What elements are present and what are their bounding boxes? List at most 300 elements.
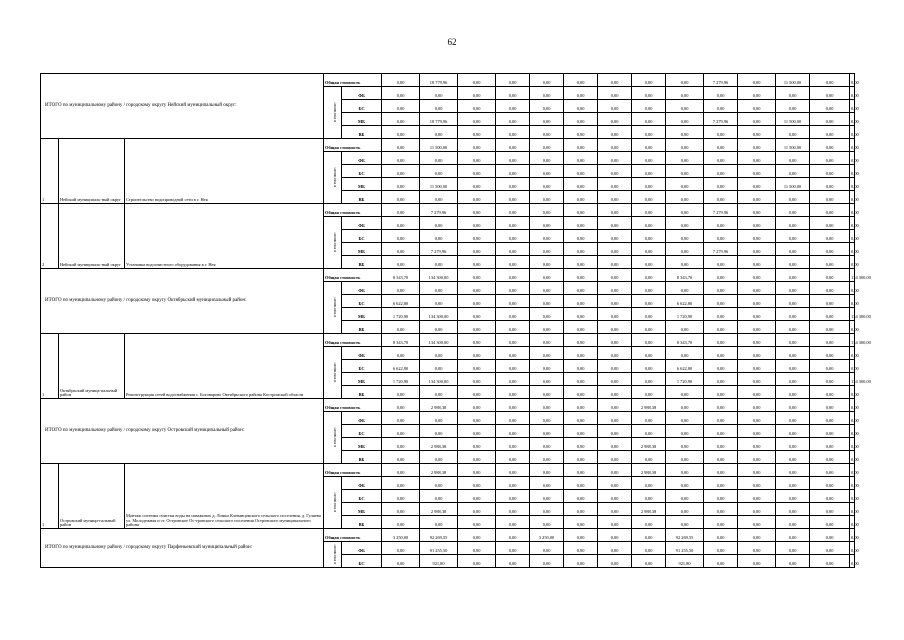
value-cell: 0,00 (598, 152, 632, 165)
incl-text: в том числе: (332, 362, 337, 383)
value-cell: 0,00 (530, 477, 564, 490)
item-number: 1 (41, 334, 59, 399)
value-cell: 134 300,00 (420, 373, 458, 386)
value-cell: 0,00 (598, 399, 632, 412)
value-cell: 0,00 (632, 347, 666, 360)
value-cell: 0,00 (704, 386, 738, 399)
value-cell: 0,00 (704, 542, 738, 555)
total-cost-label: Общая стоимость (324, 399, 382, 412)
value-cell: 0,00 (850, 529, 855, 542)
value-cell: 0,00 (496, 438, 530, 451)
value-cell: 0,00 (564, 399, 598, 412)
fund-label: БС (342, 230, 382, 243)
value-cell: 0,00 (530, 412, 564, 425)
value-cell: 0,00 (382, 152, 420, 165)
value-cell: 0,00 (850, 295, 855, 308)
value-cell: 0,00 (632, 295, 666, 308)
value-cell: 2 988,38 (632, 399, 666, 412)
value-cell: 0,00 (704, 269, 738, 282)
value-cell: 0,00 (496, 178, 530, 191)
value-cell: 0,00 (850, 282, 855, 295)
value-cell: 0,00 (632, 230, 666, 243)
value-cell: 0,00 (632, 477, 666, 490)
fund-label: БС (342, 165, 382, 178)
value-cell: 0,00 (776, 321, 810, 334)
value-cell: 0,00 (810, 230, 850, 243)
value-cell: 0,00 (850, 399, 855, 412)
value-cell: 0,00 (632, 113, 666, 126)
value-cell: 0,00 (738, 74, 776, 87)
value-cell: 0,00 (776, 373, 810, 386)
value-cell: 0,00 (738, 113, 776, 126)
incl-text: в том числе: (332, 167, 337, 188)
value-cell: 0,00 (738, 529, 776, 542)
value-cell: 0,00 (776, 152, 810, 165)
value-cell: 0,00 (850, 152, 855, 165)
value-cell: 2 988,38 (632, 503, 666, 516)
district-name: Островский муници-пальный район (59, 464, 125, 529)
value-cell: 0,00 (530, 490, 564, 503)
value-cell: 0,00 (666, 451, 704, 464)
itogo-label: ИТОГО по муниципальному району / городскому округу Нейский муниципальный округ: (41, 74, 324, 139)
value-cell: 0,00 (810, 529, 850, 542)
value-cell: 0,00 (738, 269, 776, 282)
value-cell: 0,00 (810, 139, 850, 152)
value-cell: 0,00 (776, 126, 810, 139)
fund-label: ФБ (342, 477, 382, 490)
district-name: Нейский муниципаль-ный округ (59, 204, 125, 269)
incl-text: в том числе: (332, 492, 337, 513)
value-cell: 0,00 (776, 165, 810, 178)
value-cell: 0,00 (738, 126, 776, 139)
value-cell: 0,00 (776, 412, 810, 425)
value-cell: 0,00 (530, 464, 564, 477)
value-cell: 0,00 (564, 425, 598, 438)
value-cell: 0,00 (564, 243, 598, 256)
value-cell: 0,00 (810, 542, 850, 555)
value-cell: 0,00 (704, 191, 738, 204)
value-cell: 0,00 (738, 438, 776, 451)
value-cell: 0,00 (738, 217, 776, 230)
value-cell: 0,00 (810, 126, 850, 139)
value-cell: 1 720,90 (666, 308, 704, 321)
value-cell: 3 250,00 (530, 529, 564, 542)
value-cell: 0,00 (850, 542, 855, 555)
value-cell: 0,00 (420, 347, 458, 360)
value-cell: 0,00 (382, 464, 420, 477)
value-cell: 11 500,00 (776, 178, 810, 191)
value-cell: 0,00 (530, 347, 564, 360)
value-cell: 0,00 (598, 282, 632, 295)
value-cell: 0,00 (810, 347, 850, 360)
value-cell: 0,00 (810, 490, 850, 503)
itogo-label: ИТОГО по муниципальному району / городскому округу Октябрьский муниципальный район: (41, 269, 324, 334)
value-cell: 0,00 (564, 308, 598, 321)
value-cell: 0,00 (850, 503, 855, 516)
value-cell: 0,00 (382, 113, 420, 126)
value-cell: 0,00 (810, 217, 850, 230)
value-cell: 0,00 (704, 295, 738, 308)
value-cell: 0,00 (382, 425, 420, 438)
value-cell: 0,00 (598, 126, 632, 139)
value-cell: 0,00 (530, 555, 564, 568)
value-cell: 0,00 (496, 139, 530, 152)
value-cell: 0,00 (496, 152, 530, 165)
fund-label: ФБ (342, 282, 382, 295)
value-cell: 0,00 (738, 230, 776, 243)
value-cell: 0,00 (666, 399, 704, 412)
value-cell: 0,00 (776, 386, 810, 399)
value-cell: 0,00 (632, 282, 666, 295)
value-cell: 0,00 (420, 360, 458, 373)
value-cell: 0,00 (704, 178, 738, 191)
value-cell: 0,00 (850, 204, 855, 217)
value-cell: 0,00 (598, 139, 632, 152)
value-cell: 0,00 (810, 295, 850, 308)
value-cell: 0,00 (598, 321, 632, 334)
value-cell: 0,00 (666, 516, 704, 529)
value-cell: 0,00 (704, 165, 738, 178)
value-cell: 0,00 (420, 451, 458, 464)
value-cell: 0,00 (496, 74, 530, 87)
value-cell: 0,00 (738, 334, 776, 347)
value-cell: 0,00 (530, 399, 564, 412)
value-cell: 2 988,38 (632, 464, 666, 477)
value-cell: 0,00 (496, 87, 530, 100)
value-cell: 0,00 (632, 373, 666, 386)
value-cell: 0,00 (850, 139, 855, 152)
value-cell: 0,00 (704, 256, 738, 269)
value-cell: 0,00 (598, 334, 632, 347)
value-cell: 0,00 (632, 360, 666, 373)
value-cell: 0,00 (496, 126, 530, 139)
value-cell: 0,00 (632, 100, 666, 113)
value-cell: 0,00 (738, 503, 776, 516)
value-cell: 0,00 (458, 308, 496, 321)
value-cell: 0,00 (850, 360, 855, 373)
value-cell: 6 622,80 (666, 360, 704, 373)
value-cell: 0,00 (704, 230, 738, 243)
value-cell: 0,00 (632, 490, 666, 503)
value-cell: 0,00 (564, 230, 598, 243)
value-cell: 0,00 (704, 321, 738, 334)
district-name: Октябрьский муница-пальный район (59, 334, 125, 399)
value-cell: 0,00 (810, 256, 850, 269)
value-cell: 0,00 (564, 321, 598, 334)
value-cell: 0,00 (496, 529, 530, 542)
value-cell: 0,00 (420, 230, 458, 243)
value-cell: 2 988,38 (420, 464, 458, 477)
value-cell: 0,00 (564, 204, 598, 217)
value-cell: 0,00 (530, 516, 564, 529)
value-cell: 0,00 (496, 256, 530, 269)
value-cell: 0,00 (738, 87, 776, 100)
value-cell: 0,00 (850, 464, 855, 477)
value-cell: 0,00 (666, 165, 704, 178)
value-cell: 0,00 (850, 126, 855, 139)
fund-label: ВБ (342, 126, 382, 139)
value-cell: 0,00 (810, 516, 850, 529)
fund-label: ФБ (342, 152, 382, 165)
value-cell: 0,00 (632, 308, 666, 321)
value-cell: 8 343,70 (382, 269, 420, 282)
value-cell: 0,00 (382, 100, 420, 113)
total-row (41, 399, 855, 412)
value-cell: 0,00 (704, 555, 738, 568)
value-cell: 0,00 (496, 217, 530, 230)
value-cell: 0,00 (704, 503, 738, 516)
value-cell: 0,00 (564, 165, 598, 178)
value-cell: 134 300,00 (420, 308, 458, 321)
value-cell: 0,00 (420, 386, 458, 399)
value-cell: 0,00 (564, 217, 598, 230)
value-cell: 0,00 (496, 191, 530, 204)
value-cell: 0,00 (704, 516, 738, 529)
value-cell: 0,00 (738, 139, 776, 152)
value-cell: 0,00 (530, 126, 564, 139)
value-cell: 0,00 (598, 230, 632, 243)
value-cell: 0,00 (666, 347, 704, 360)
value-cell: 0,00 (564, 490, 598, 503)
value-cell: 0,00 (666, 438, 704, 451)
incl-label (324, 282, 342, 334)
value-cell: 0,00 (810, 178, 850, 191)
value-cell: 0,00 (776, 425, 810, 438)
value-cell: 0,00 (564, 152, 598, 165)
value-cell: 0,00 (530, 269, 564, 282)
value-cell: 0,00 (776, 243, 810, 256)
incl-label (324, 477, 342, 529)
value-cell: 0,00 (564, 555, 598, 568)
value-cell: 0,00 (458, 425, 496, 438)
value-cell: 0,00 (738, 516, 776, 529)
value-cell: 0,00 (666, 321, 704, 334)
value-cell: 0,00 (704, 451, 738, 464)
value-cell: 0,00 (632, 165, 666, 178)
value-cell: 0,00 (458, 412, 496, 425)
value-cell: 0,00 (564, 412, 598, 425)
value-cell: 0,00 (598, 451, 632, 464)
value-cell: 0,00 (598, 386, 632, 399)
value-cell: 0,00 (420, 282, 458, 295)
value-cell: 0,00 (738, 360, 776, 373)
value-cell: 0,00 (530, 282, 564, 295)
value-cell: 0,00 (598, 529, 632, 542)
value-cell: 18 779,96 (420, 113, 458, 126)
value-cell: 0,00 (458, 243, 496, 256)
value-cell: 0,00 (666, 386, 704, 399)
value-cell: 0,00 (666, 217, 704, 230)
value-cell: 0,00 (776, 87, 810, 100)
value-cell: 0,00 (458, 347, 496, 360)
value-cell: 0,00 (598, 477, 632, 490)
value-cell: 0,00 (598, 74, 632, 87)
value-cell: 0,00 (530, 217, 564, 230)
total-row (41, 269, 855, 282)
value-cell: 0,00 (458, 477, 496, 490)
value-cell: 0,00 (564, 503, 598, 516)
value-cell: 6 622,80 (382, 360, 420, 373)
value-cell: 0,00 (598, 113, 632, 126)
value-cell: 0,00 (666, 412, 704, 425)
value-cell: 0,00 (564, 282, 598, 295)
value-cell: 0,00 (738, 464, 776, 477)
value-cell: 0,00 (810, 100, 850, 113)
value-cell: 0,00 (598, 191, 632, 204)
value-cell: 0,00 (810, 113, 850, 126)
value-cell: 0,00 (420, 477, 458, 490)
value-cell: 0,00 (458, 373, 496, 386)
value-cell: 0,00 (666, 204, 704, 217)
value-cell: 0,00 (850, 425, 855, 438)
value-cell: 0,00 (382, 386, 420, 399)
value-cell: 0,00 (632, 555, 666, 568)
value-cell: 0,00 (632, 126, 666, 139)
value-cell: 0,00 (458, 464, 496, 477)
value-cell: 134 300,00 (850, 269, 855, 282)
value-cell: 0,00 (530, 113, 564, 126)
value-cell: 8 343,70 (382, 334, 420, 347)
page-number: 62 (447, 37, 457, 47)
value-cell: 0,00 (458, 256, 496, 269)
fund-label: БС (342, 490, 382, 503)
value-cell: 0,00 (496, 503, 530, 516)
value-cell: 0,00 (598, 100, 632, 113)
value-cell: 0,00 (704, 139, 738, 152)
incl-label (324, 152, 342, 204)
fund-label: ФБ (342, 542, 382, 555)
value-cell: 0,00 (704, 360, 738, 373)
value-cell: 0,00 (496, 204, 530, 217)
value-cell: 0,00 (666, 243, 704, 256)
value-cell: 0,00 (382, 217, 420, 230)
value-cell: 0,00 (666, 74, 704, 87)
value-cell: 0,00 (810, 425, 850, 438)
value-cell: 0,00 (666, 503, 704, 516)
value-cell: 0,00 (496, 308, 530, 321)
value-cell: 0,00 (632, 256, 666, 269)
value-cell: 0,00 (420, 87, 458, 100)
value-cell: 0,00 (382, 451, 420, 464)
value-cell: 0,00 (810, 308, 850, 321)
value-cell: 0,00 (632, 529, 666, 542)
fund-label: ВБ (342, 321, 382, 334)
value-cell: 0,00 (496, 542, 530, 555)
value-cell: 0,00 (420, 165, 458, 178)
value-cell: 0,00 (632, 412, 666, 425)
value-cell: 0,00 (666, 191, 704, 204)
fund-label: БС (342, 360, 382, 373)
value-cell: 0,00 (382, 412, 420, 425)
fund-label: ФБ (342, 217, 382, 230)
value-cell: 0,00 (598, 438, 632, 451)
value-cell: 0,00 (632, 269, 666, 282)
fund-label: ФБ (342, 347, 382, 360)
value-cell: 0,00 (810, 152, 850, 165)
value-cell: 0,00 (738, 295, 776, 308)
value-cell: 0,00 (458, 152, 496, 165)
value-cell: 0,00 (632, 516, 666, 529)
fund-label: ФБ (342, 412, 382, 425)
district-name: Нейский муниципаль-ный округ (59, 139, 125, 204)
value-cell: 0,00 (496, 100, 530, 113)
value-cell: 0,00 (530, 100, 564, 113)
value-cell: 0,00 (496, 334, 530, 347)
value-cell: 0,00 (458, 555, 496, 568)
value-cell: 0,00 (776, 230, 810, 243)
value-cell: 0,00 (420, 412, 458, 425)
value-cell: 0,00 (776, 555, 810, 568)
value-cell: 0,00 (632, 152, 666, 165)
project-name: Установка водоочистного оборудования в г. Нея (125, 204, 324, 269)
value-cell: 0,00 (496, 230, 530, 243)
value-cell: 0,00 (530, 425, 564, 438)
value-cell: 6 622,80 (382, 295, 420, 308)
value-cell: 6 622,80 (666, 295, 704, 308)
value-cell: 0,00 (458, 503, 496, 516)
value-cell: 0,00 (598, 243, 632, 256)
incl-text: в том числе: (332, 297, 337, 318)
value-cell: 0,00 (776, 542, 810, 555)
value-cell: 0,00 (704, 477, 738, 490)
value-cell: 0,00 (810, 464, 850, 477)
value-cell: 0,00 (776, 308, 810, 321)
value-cell: 0,00 (738, 243, 776, 256)
value-cell: 134 300,00 (420, 269, 458, 282)
value-cell: 0,00 (598, 412, 632, 425)
value-cell: 92 269,55 (420, 529, 458, 542)
value-cell: 0,00 (810, 360, 850, 373)
value-cell: 0,00 (458, 321, 496, 334)
value-cell: 0,00 (382, 490, 420, 503)
total-row (41, 529, 855, 542)
value-cell: 0,00 (776, 191, 810, 204)
value-cell: 0,00 (530, 334, 564, 347)
value-cell: 0,00 (598, 464, 632, 477)
value-cell: 0,00 (458, 165, 496, 178)
value-cell: 0,00 (776, 438, 810, 451)
fund-label: БС (342, 100, 382, 113)
value-cell: 0,00 (382, 503, 420, 516)
value-cell: 0,00 (496, 373, 530, 386)
fund-label: МБ (342, 113, 382, 126)
value-cell: 0,00 (420, 152, 458, 165)
total-row (41, 464, 855, 477)
value-cell: 0,00 (530, 243, 564, 256)
value-cell: 0,00 (776, 516, 810, 529)
value-cell: 0,00 (496, 282, 530, 295)
value-cell: 0,00 (382, 256, 420, 269)
value-cell: 0,00 (496, 165, 530, 178)
value-cell: 11 500,00 (776, 113, 810, 126)
value-cell: 0,00 (810, 204, 850, 217)
value-cell: 0,00 (776, 269, 810, 282)
value-cell: 7 279,96 (704, 243, 738, 256)
value-cell: 0,00 (458, 295, 496, 308)
value-cell: 0,00 (810, 243, 850, 256)
value-cell: 0,00 (458, 490, 496, 503)
value-cell: 0,00 (458, 113, 496, 126)
value-cell: 0,00 (850, 516, 855, 529)
value-cell: 0,00 (666, 490, 704, 503)
value-cell: 2 988,38 (420, 503, 458, 516)
value-cell: 0,00 (598, 178, 632, 191)
incl-text: в том числе: (332, 427, 337, 448)
value-cell: 92 269,55 (666, 529, 704, 542)
value-cell: 0,00 (530, 165, 564, 178)
value-cell: 0,00 (420, 295, 458, 308)
project-name: Строительство водопроводной сети в г. Нея (125, 139, 324, 204)
